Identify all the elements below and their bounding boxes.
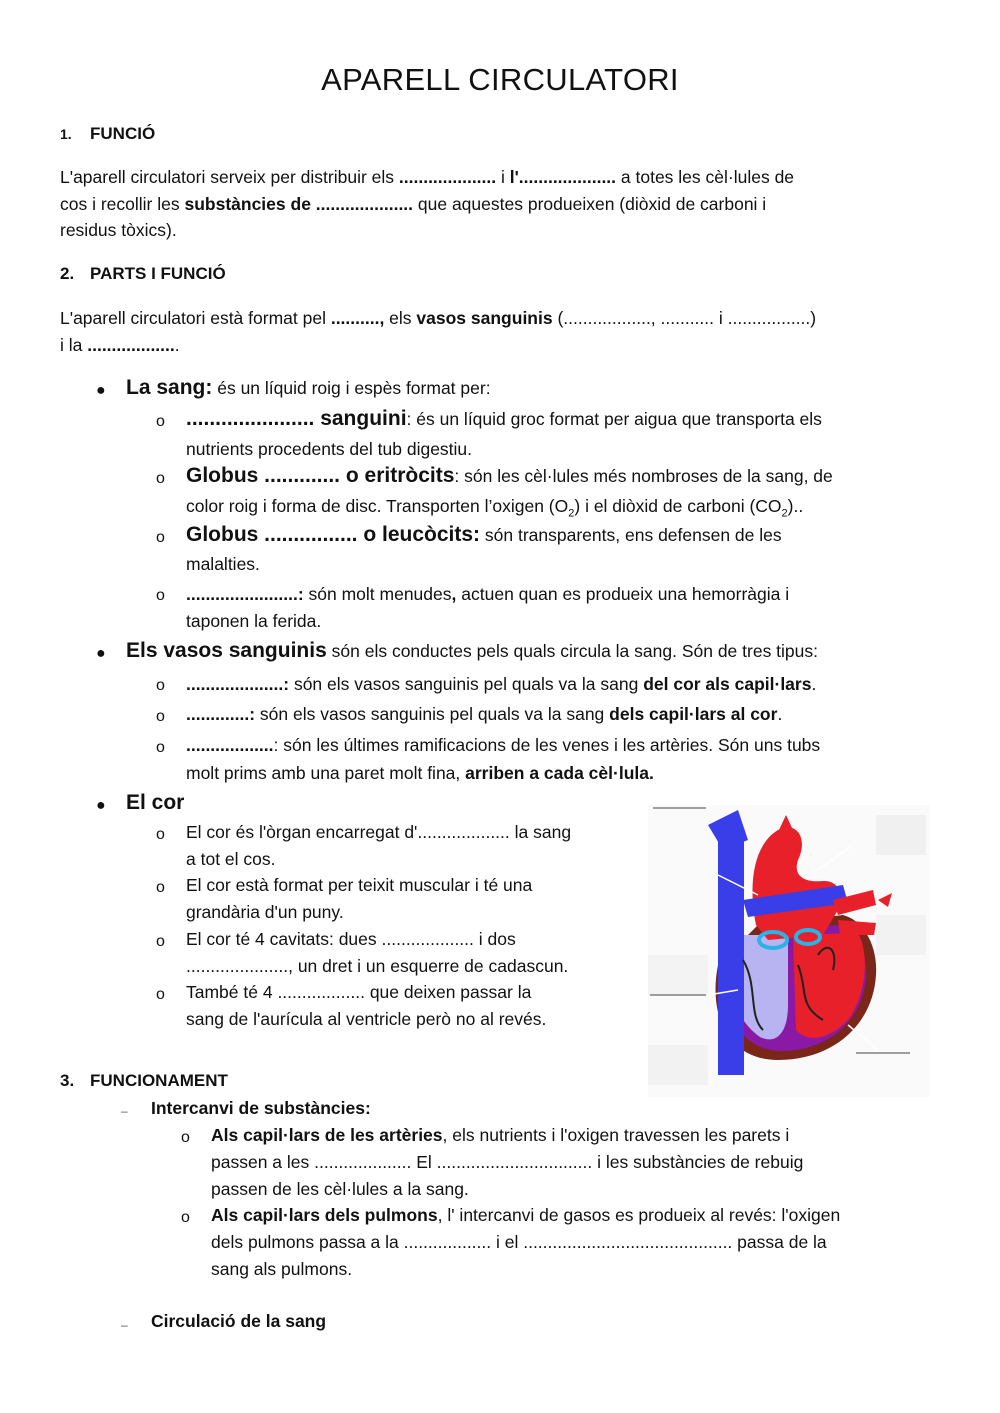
circle-bullet-icon: o	[156, 708, 165, 725]
circle-bullet-icon: o	[156, 470, 165, 487]
circle-bullet-icon: o	[156, 879, 165, 896]
vessels-item: Els vasos sanguinis són els conductes pels quals circula la sang. Són de tres tipus:	[126, 639, 819, 662]
circle-bullet-icon: o	[156, 933, 165, 950]
capillaries-item: ..................: són les últimes ramificacions de les venes i les artèries. Són uns tubs	[186, 735, 821, 755]
section-3-heading	[60, 1071, 228, 1091]
page-title: APARELL CIRCULATORI	[321, 62, 679, 97]
s1-line-3: residus tòxics).	[60, 220, 177, 240]
bg-block	[648, 1045, 708, 1085]
blank-heart[interactable]: ..........,	[330, 308, 385, 328]
s2-line-2: i la ...................	[60, 334, 180, 355]
heart-point-2-cont: grandària d'un puny.	[186, 902, 344, 922]
section-2-number: 2.	[60, 264, 75, 283]
circle-bullet-icon: o	[156, 739, 165, 756]
bullet-icon: ●	[96, 645, 106, 662]
circle-bullet-icon: o	[181, 1209, 190, 1226]
heart-point-3[interactable]: El cor té 4 cavitats: dues ................... i dos	[186, 929, 516, 949]
lung-capillaries-cont: sang als pulmons.	[211, 1259, 353, 1279]
blank-red-cells[interactable]: Globus ............. o eritròcits	[186, 464, 455, 487]
platelets-item: .......................: són molt menudes, actuen quan es produeix una hemorràgia i	[186, 584, 790, 604]
section-2-title: PARTS I FUNCIÓ	[90, 264, 226, 283]
section-2-heading	[60, 264, 226, 284]
bullet-icon: ●	[96, 797, 106, 814]
blank-nutrients[interactable]: ....................	[398, 167, 497, 187]
blank-arteries[interactable]: ....................:	[186, 674, 290, 694]
blank-white-cells[interactable]: Globus ................ o leucòcits:	[186, 523, 481, 546]
circle-bullet-icon: o	[156, 986, 165, 1003]
section-3-number: 3.	[60, 1071, 75, 1090]
artery-capillaries-blanks[interactable]: passen a les .................... El ................................ i les substàncies de rebuig	[211, 1152, 804, 1172]
leukocytes-item-cont: malalties.	[186, 554, 260, 574]
bg-block	[648, 955, 708, 995]
lung-capillaries-blanks[interactable]: dels pulmons passa a la .................. i el ........................................... passa de la	[211, 1232, 827, 1252]
heart-point-2: El cor està format per teixit muscular i té una	[186, 875, 533, 895]
arteries-item: ....................: són els vasos sanguinis pel quals va la sang del cor als capil·lars.	[186, 674, 817, 694]
heart-point-3-cont[interactable]: ....................., un dret i un esquerre de cadascun.	[186, 956, 569, 976]
erythrocytes-item: Globus ............. o eritròcits: són les cèl·lules més nombroses de la sang, de	[186, 464, 833, 487]
veins-item: .............: són els vasos sanguinis pel quals va la sang dels capil·lars al cor.	[186, 704, 783, 724]
artery-capillaries-cont: passen de les cèl·lules a la sang.	[211, 1179, 469, 1199]
exchange-subheading: Intercanvi de substàncies:	[151, 1098, 371, 1118]
circle-bullet-icon: o	[156, 826, 165, 843]
circle-bullet-icon: o	[156, 413, 165, 430]
s1-line-2: cos i recollir les substàncies de .................... que aquestes produeixen (diòxid de carboni i	[60, 193, 767, 214]
blank-capillaries[interactable]: ..................	[186, 735, 274, 755]
section-1-title: FUNCIÓ	[90, 124, 156, 143]
platelets-item-cont: taponen la ferida.	[186, 611, 322, 631]
bg-block	[876, 915, 926, 955]
blank-blood[interactable]: ..................	[87, 334, 175, 355]
heart-item: El cor	[126, 791, 185, 814]
circle-bullet-icon: o	[156, 529, 165, 546]
blank-plasma[interactable]: ...................... sanguini	[186, 407, 407, 430]
circulation-subheading: Circulació de la sang	[151, 1311, 327, 1331]
artery-capillaries-item: Als capil·lars de les artèries, els nutrients i l'oxigen travessen les parets i	[211, 1125, 790, 1145]
blank-platelets[interactable]: .......................:	[186, 584, 304, 604]
heart-point-1-cont: a tot el cos.	[186, 849, 276, 869]
sang-item: La sang: és un líquid roig i espès format per:	[126, 376, 491, 399]
dash-bullet-icon: –	[121, 1318, 128, 1332]
heart-point-4[interactable]: També té 4 .................. que deixen passar la	[186, 982, 532, 1002]
dash-bullet-icon: –	[121, 1104, 128, 1118]
blank-oxygen[interactable]: l'....................	[509, 167, 617, 187]
s1-line-1: L'aparell circulatori serveix per distribuir els .................... i l'.................... a totes les cèl·lules de	[60, 167, 795, 187]
bg-block	[876, 815, 926, 855]
heart-point-4-cont: sang de l'aurícula al ventricle però no al revés.	[186, 1009, 547, 1029]
circle-bullet-icon: o	[156, 677, 165, 694]
erythrocytes-item-cont: color roig i forma de disc. Transporten l’oxigen $(O_2)$ i el diòxid de carboni $(CO_2)$..	[186, 496, 804, 520]
plasma-item-cont: nutrients procedents del tub digestiu.	[186, 439, 473, 459]
vena-cava	[718, 830, 744, 1075]
leukocytes-item: Globus ................ o leucòcits: són transparents, ens defensen de les	[186, 523, 782, 546]
section-1-paragraph	[60, 164, 930, 244]
plasma-item: ...................... sanguini: és un líquid groc format per aigua que transporta els	[186, 407, 822, 430]
lung-capillaries-item: Als capil·lars dels pulmons, l' intercanvi de gasos es produeix al revés: l'oxigen	[211, 1205, 841, 1225]
section-3-title: FUNCIONAMENT	[90, 1071, 228, 1090]
blank-vessel-types[interactable]: (.................., ........... i .................)	[552, 308, 817, 328]
heart-diagram	[648, 805, 930, 1097]
blank-veins[interactable]: .............:	[186, 704, 256, 724]
bullet-icon: ●	[96, 382, 106, 399]
circle-bullet-icon: o	[181, 1129, 190, 1146]
s2-line-1: L'aparell circulatori està format pel .........., els vasos sanguinis (.................., ........... i .................)	[60, 308, 817, 328]
section-1-heading	[60, 124, 155, 144]
circle-bullet-icon: o	[156, 587, 165, 604]
heart-point-1[interactable]: El cor és l'òrgan encarregat d'................... la sang	[186, 822, 572, 842]
section-2-paragraph	[60, 305, 930, 358]
capillaries-item-cont: molt prims amb una paret molt fina, arriben a cada cèl·lula.	[186, 763, 654, 783]
blank-waste[interactable]: substàncies de ....................	[184, 193, 414, 214]
section-1-number: 1.	[60, 126, 72, 142]
